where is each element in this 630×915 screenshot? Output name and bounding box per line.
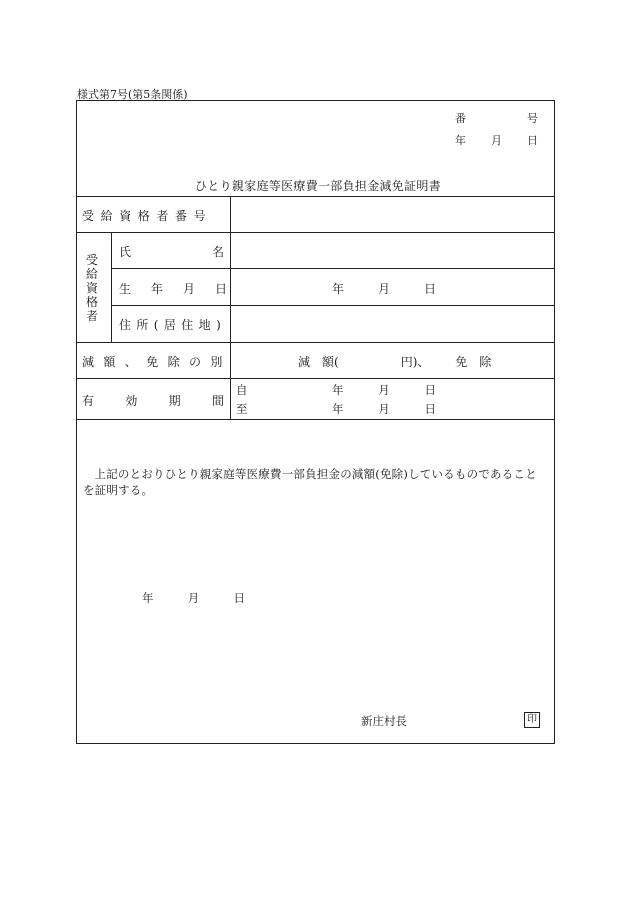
validity-to-prefix: 至 bbox=[236, 402, 248, 416]
date-char: 年 bbox=[455, 134, 466, 147]
certification-statement: 上記のとおりひとり親家庭等医療費一部負担金の減額(免除)しているものであることを証明する。 bbox=[83, 467, 537, 497]
reduction-label: 減額、免除の別 bbox=[82, 355, 232, 369]
birthdate-value: 年 月 日 bbox=[332, 282, 436, 296]
divider bbox=[111, 268, 555, 269]
recipient-number-label: 受給資格者番号 bbox=[82, 209, 213, 223]
number-char: 号 bbox=[527, 112, 538, 125]
certificate-number-line bbox=[455, 110, 538, 126]
certificate-date-line bbox=[455, 132, 538, 148]
address-label: 住所(居住地) bbox=[119, 318, 227, 332]
document-title: ひとり親家庭等医療費一部負担金減免証明書 bbox=[195, 179, 442, 193]
divider bbox=[76, 342, 555, 343]
divider bbox=[76, 378, 555, 379]
birthdate-label: 生年月日 bbox=[119, 282, 248, 296]
divider bbox=[111, 232, 112, 342]
divider bbox=[76, 196, 555, 197]
reduction-value: 減 額( 円)、 免 除 bbox=[298, 355, 492, 369]
number-char: 番 bbox=[455, 112, 466, 125]
name-label: 氏 名 bbox=[119, 245, 224, 259]
issuer-name: 新庄村長 bbox=[361, 714, 407, 728]
date-char: 日 bbox=[527, 134, 538, 147]
seal-mark: 印 bbox=[524, 712, 540, 728]
recipient-group-label: 受給資格者 bbox=[85, 253, 98, 323]
divider bbox=[76, 232, 555, 233]
divider bbox=[111, 305, 555, 306]
validity-label: 有 効 期 間 bbox=[82, 394, 224, 408]
divider bbox=[76, 419, 555, 420]
form-number-label: 様式第7号(第5条関係) bbox=[77, 88, 188, 101]
validity-from-prefix: 自 bbox=[236, 383, 248, 397]
date-char: 月 bbox=[491, 134, 502, 147]
validity-to-date: 年 月 日 bbox=[332, 402, 436, 416]
issue-date: 年 月 日 bbox=[142, 591, 245, 605]
validity-from-date: 年 月 日 bbox=[332, 383, 436, 397]
divider bbox=[230, 196, 231, 419]
